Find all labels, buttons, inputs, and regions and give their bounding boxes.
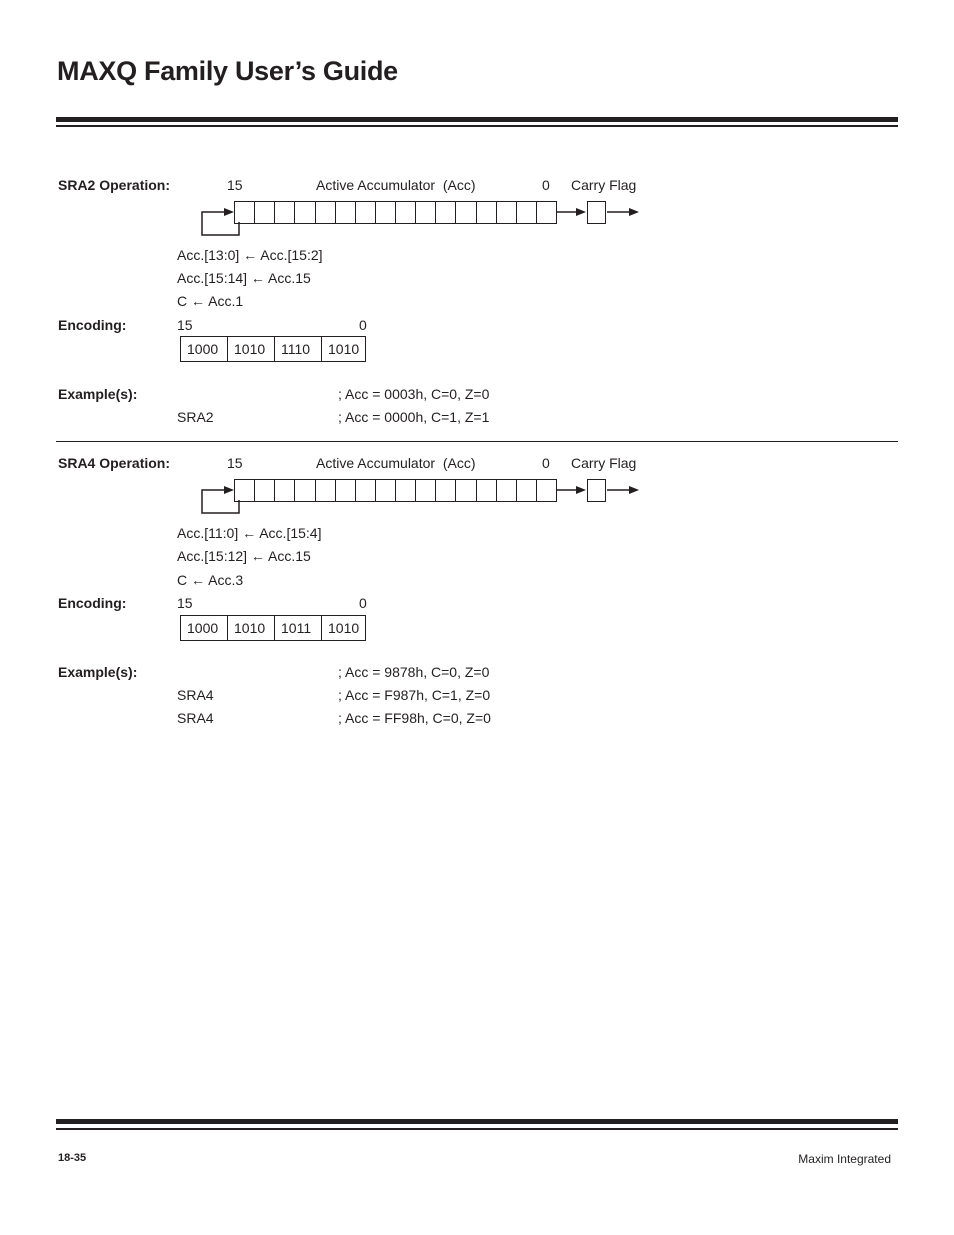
sra4-encoding-label: Encoding: [58,595,127,611]
sra4-operation-label: SRA4 Operation: [58,455,171,471]
sra2-shift-arrows [195,198,645,238]
sra2-bit-low: 0 [542,177,550,193]
sra2-encoding-table [180,336,366,362]
example-instruction: SRA4 [177,710,214,726]
sra2-op-line: C ← Acc.1 [177,293,244,309]
encoding-cell: 1010 [228,616,275,640]
sra4-op-line: Acc.[11:0] ← Acc.[15:4] [177,525,322,541]
encoding-cell: 1110 [275,337,322,361]
sra2-bit-high: 15 [227,177,243,193]
sra2-encoding-label: Encoding: [58,317,127,333]
page-title: MAXQ Family User’s Guide [57,56,398,86]
sra2-encoding-bit-high: 15 [177,317,193,333]
sra2-examples-label: Example(s): [58,386,138,402]
header-rule-thin [56,125,898,127]
sra4-encoding-bit-low: 0 [359,595,367,611]
encoding-cell: 1010 [328,620,360,636]
header-rule-thick [56,117,898,122]
sra4-encoding-bit-high: 15 [177,595,193,611]
sra2-op-line: Acc.[13:0] ← Acc.[15:2] [177,247,323,263]
example-comment: ; Acc = 0003h, C=0, Z=0 [338,386,490,402]
sra4-op-line: Acc.[15:12] ← Acc.15 [177,548,311,564]
sra4-bit-low: 0 [542,455,550,471]
sra4-carry-label: Carry Flag [571,455,637,471]
section-divider [56,441,898,442]
sra2-operation-label: SRA2 Operation: [58,177,171,193]
encoding-cell: 1000 [181,616,228,640]
example-comment: ; Acc = 9878h, C=0, Z=0 [338,664,490,680]
example-instruction: SRA4 [177,687,214,703]
company-name: Maxim Integrated [798,1152,891,1166]
example-instruction: SRA2 [177,409,214,425]
encoding-cell: 1000 [181,337,228,361]
example-comment: ; Acc = F987h, C=1, Z=0 [338,687,491,703]
encoding-cell: 1011 [275,616,322,640]
sra2-carry-label: Carry Flag [571,177,637,193]
sra2-op-line: Acc.[15:14] ← Acc.15 [177,270,311,286]
encoding-cell: 1010 [228,337,275,361]
sra4-examples-label: Example(s): [58,664,138,680]
sra2-register-label: Active Accumulator (Acc) [316,177,476,193]
sra4-encoding-table [180,615,366,641]
example-comment: ; Acc = FF98h, C=0, Z=0 [338,710,491,726]
page-number: 18-35 [58,1152,87,1164]
sra4-shift-arrows [195,476,645,516]
encoding-cell: 1010 [328,341,360,357]
footer-rule-thin [56,1128,898,1130]
sra4-register-label: Active Accumulator (Acc) [316,455,476,471]
footer-rule-thick [56,1119,898,1124]
sra4-op-line: C ← Acc.3 [177,572,244,588]
example-comment: ; Acc = 0000h, C=1, Z=1 [338,409,490,425]
sra4-bit-high: 15 [227,455,243,471]
sra2-encoding-bit-low: 0 [359,317,367,333]
